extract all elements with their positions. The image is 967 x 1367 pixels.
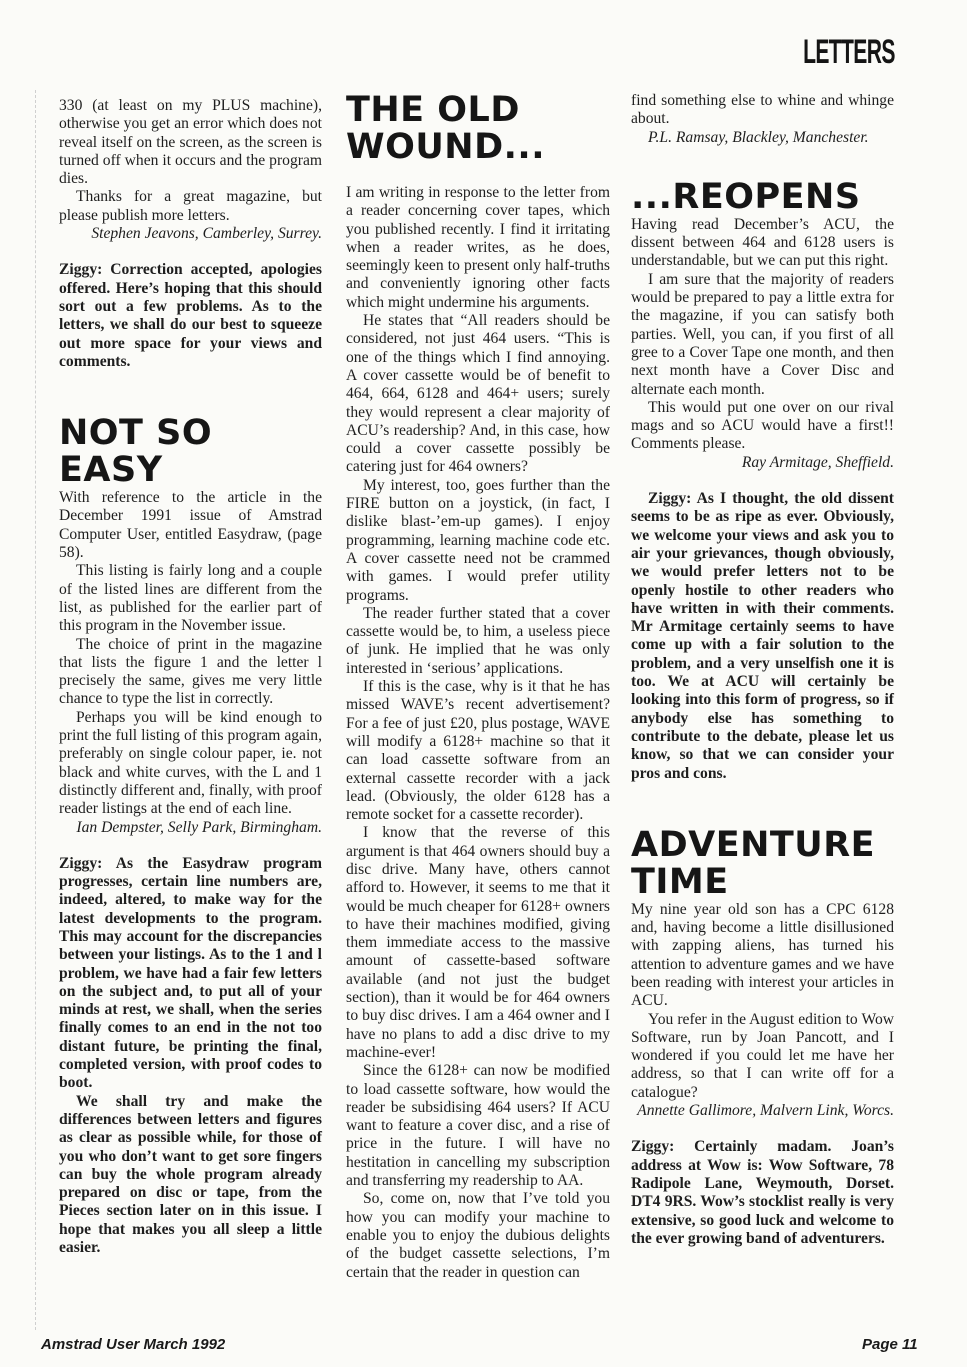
letter-signature: P.L. Ramsay, Blackley, Manchester. <box>648 128 869 146</box>
letter-heading-the-old-wound <box>346 92 610 166</box>
heading-line: TIME <box>631 861 729 902</box>
letter-heading-adventure-time <box>631 824 894 902</box>
letter-paragraph: You refer in the August edition to Wow Software, run by Joan Pancott, and I wondered if you could let me have her address, so that I can write off for a catalogue? <box>631 1010 894 1101</box>
letter-signature: Ian Dempster, Selly Park, Birmingham. <box>76 818 322 836</box>
letter-paragraph: Thanks for a great magazine, but please publish more letters. <box>59 188 322 224</box>
letter-signature: Stephen Jeavons, Camberley, Surrey. <box>91 225 322 243</box>
column-1 <box>59 97 322 1257</box>
heading-line: EASY <box>59 450 163 491</box>
editor-reply: Ziggy: As I thought, the old dissent seems to be as ripe as ever. Obviously, we welcome your views and ask you to air your grievances, though obviously, we would prefer letters not to be openly hostile to other readers who have written in with their comments. Mr Armitage certainly seems to have come up with a fair solution to the problem, and a very unselfish one it is too. We at ACU will certainly be looking into this form of progress, so if anybody else has something to contribute to the debate, please let us know, so that we can consider your pros and cons. <box>631 490 894 782</box>
footer-publication: Amstrad User March 1992 <box>41 1336 226 1353</box>
letter-continuation: find something else to whine and whinge about. <box>631 92 894 128</box>
letter-paragraph: Perhaps you will be kind enough to print the full listing of this program again, preferably on single colour paper, ie. not black and white curves, with the L and 1 distinctly different and, finally, with proof reader listings at the end of each line. <box>59 708 322 818</box>
letter-paragraph: The choice of print in the magazine that lists the figure 1 and the letter l precisely the same, gives me very little chance to type the list in correctly. <box>59 635 322 708</box>
letter-paragraph: I am writing in response to the letter from a reader concerning cover tapes, which you published recently. I find it irritating when a reader writes, as he does, seemingly keen to present only half-truths and conveniently ignoring other facts which might undermine his arguments. <box>346 184 610 311</box>
letter-heading-reopens: ...REOPENS <box>631 176 861 217</box>
letter-paragraph: This listing is fairly long and a couple of the listed lines are different from the list, as published for the earlier part of this program in the November issue. <box>59 562 322 635</box>
letter-paragraph: I am sure that the majority of readers would be prepared to pay a little extra for the magazine, if you can satisfy both parties. Well, you can, if you first of all gree to a Cover Tape one month, and then next month have a Cover Disc and alternate each month. <box>631 270 894 398</box>
letter-paragraph: If this is the case, why is it that he has missed WAVE’s recent advertisement? For a fee of just £20, plus postage, WAVE will modify a 6128+ machine so that it can load cassette software from an external cassette recorder with a jack lead. (Obviously, the older 6128 has a remote socket for a cassette recorder). <box>346 678 610 824</box>
heading-line: WOUND... <box>346 127 546 167</box>
letter-paragraph: My nine year old son has a CPC 6128 and, having become a little disillusioned with zapping aliens, has turned his attention to adventure games and we have been reading with interest your articles in ACU. <box>631 900 894 1010</box>
letter-paragraph: Since the 6128+ can now be modified to load cassette software, how would the reader be subsidising 464 users? If ACU want to feature a cover disc, and a rise of price in the future. I will have no hestitation in cancelling my subscription and transferring my readership to AA. <box>346 1062 610 1190</box>
letter-paragraph: So, come on, now that I’ve told you how you can modify your machine to enable you to enjoy the dubious delights of the budget cassette selections, I’m certain that the reader in question can <box>346 1190 610 1281</box>
column-3 <box>631 92 894 1248</box>
footer-page-number: Page 11 <box>862 1336 918 1353</box>
letter-paragraph: Having read December’s ACU, the dissent between 464 and 6128 users is understandable, but we can put this right. <box>631 215 894 270</box>
heading-line: THE OLD <box>346 90 520 130</box>
column-2 <box>346 92 610 1282</box>
letter-heading-not-so-easy <box>59 415 322 489</box>
letter-continuation: 330 (at least on my PLUS machine), otherwise you get an error which does not reveal itself on the screen, as the screen is turned off when it occurs and the program dies. <box>59 97 322 188</box>
letter-signature: Annette Gallimore, Malvern Link, Worcs. <box>637 1102 894 1120</box>
letter-paragraph: I know that the reverse of this argument is that 464 owners should buy a disc drive. Many have, others cannot afford to. However, it seems to me that it would be much cheaper for 6128+ owners to have their machines modified, giving them immediate access to the massive amount of cassette-based software available (and not just the budget section), than it would be for 464 owners to buy disc drives. I am a 464 owner and I have no plans to add a disc drive to my machine-ever! <box>346 824 610 1061</box>
editor-reply: Ziggy: Certainly madam. Joan’s address at Wow is: Wow Software, 78 Radipole Lane, Weymouth, Dorset. DT4 9RS. Wow’s stocklist really is very extensive, so good luck and welcome to the ever growing band of adventurers. <box>631 1138 894 1247</box>
letter-paragraph: He states that “All readers should be considered, not just 464 users. “This is one of the things which I find annoying. A cover cassette would be of benefit to 464, 664, 6128 and 464+ users; surely they would represent a clear majority of ACU’s readership? And, in this case, how could a cover cassette possibly be catering just for 464 owners? <box>346 312 610 476</box>
letter-signature: Ray Armitage, Sheffield. <box>741 453 894 471</box>
letter-paragraph: This would put one over on our rival mags and so ACU would have a first!! Comments please. <box>631 398 894 453</box>
editor-reply: We shall try and make the differences between letters and figures as clear as possible while, for those of you who don’t want to get sore fingers can buy the whole program already prepared on disc or tape, from the Pieces section later on in this issue. I hope that makes you all sleep a little easier. <box>59 1092 322 1257</box>
editor-reply: Ziggy: As the Easydraw program progresses, certain line numbers are, indeed, altered, to make way for the latest developments to the program. This may account for the discrepancies between your listings. As to the 1 and l problem, we have had a fair few letters on the subject and, to put all of your minds at rest, we shall, when the series finally comes to an end in the not too distant future, be printing the final, completed version, with proof codes to boot. <box>59 854 322 1092</box>
editor-reply: Ziggy: Correction accepted, apologies offered. Here’s hoping that this should sort out a few problems. As to the letters, we shall do our best to squeeze out more space for your views and comments. <box>59 261 322 370</box>
heading-line: NOT SO <box>59 413 213 454</box>
letter-paragraph: With reference to the article in the December 1991 issue of Amstrad Computer User, entitled Easydraw, (page 58). <box>59 489 322 562</box>
section-logo-text: LETTERS <box>803 33 895 71</box>
section-logo <box>775 32 894 73</box>
margin-rule <box>35 90 37 1330</box>
letter-paragraph: The reader further stated that a cover cassette would be, to him, a useless piece of junk. He implied that he was only interested in ‘serious’ applications. <box>346 604 610 677</box>
heading-line: ADVENTURE <box>631 824 876 865</box>
letter-paragraph: My interest, too, goes further than the FIRE button on a joystick, (in fact, I dislike blast-’em-up games). I enjoy programming, learning machine code etc. A cover cassette need not be crammed with games. I would prefer utility programs. <box>346 476 610 604</box>
